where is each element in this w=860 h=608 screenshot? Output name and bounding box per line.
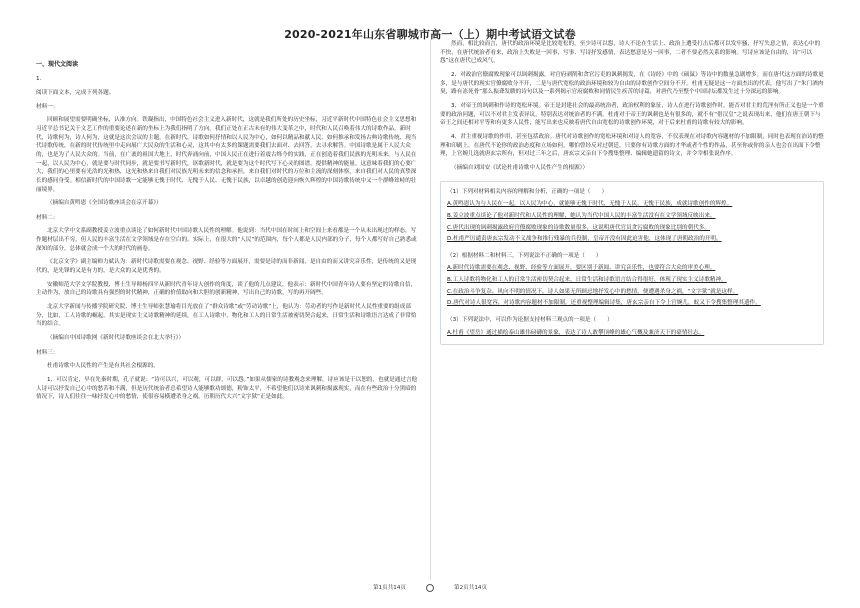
page-title: 2020-2021年山东省聊城市高一（上）期中考试语文试卷 [284,28,576,41]
binding-circle-icon [426,584,434,592]
page-number-right: 第2页共14页 [454,585,488,591]
questions-box [440,181,824,346]
material2-paragraph: 北京大学中文系副教授姜立波重点谈论了如何新时代中国诗歌人民性的理解。他说到：当代中国在时间上和空间上来看都是一个从未出现过的样态，写作题材层出不穷，但人民的丰富生活在文学领域是存在空白的。实际上，在很大的“人民”的范围内，每个人都是人民内部的分子，每个人都写好自己熟悉或深知的部分，总体就会成一个大的时代的画卷。 [36,228,417,252]
material3-paragraph: 然而，相比较而言，唐代的政治环境是比较宽松的，至少诗可以怨，诗人不论在生活上、政治上遭受打击后都可以发牢骚，抒写失意之情，表达心中的不快，在唐代统治者看来，政治上失败是一回事，写事、写诗抒发感情，表达愁意是另一回事，二者不要必然关系的影响。写诗应该是自由的，诗“可以怨”这在唐代已成风气。 [440,41,821,65]
question-stem: （1）下列对材料相关内容的理解和分析，正确的一项是（ ） [447,188,608,195]
material1-label: 材料一： [36,103,59,110]
column-divider [430,40,431,580]
page-number-left: 第1页共14页 [372,585,406,591]
material2-paragraph: 《北京文学》副主编师力斌认为：新时代诗歌需要在观念、视野、经验等方面展开，需要是诗的而非新闻，是自由的而又讲究音乐性，是传统的又是现代的，是先锋的又是有力的，是大众的又是优秀的。 [36,259,417,275]
page-footer [0,583,860,592]
option-A[interactable]: A.杜甫《望岳》通过描绘泰山雄伟磅礴的景象，表达了诗人敢攀顶峰的雄心气概及兼济天下的豪情壮志。 [447,329,705,336]
material2-label: 材料二： [36,214,59,221]
material3-paragraph: 2、对政治官僚腐败现象可以讽刺揭露，对官府剥削和贪官污吏的讽刺揭发，在《诗经》中的《硕鼠》等诗中的数量急剧增多。而在唐代这方面的诗歌更多，是与唐代的现实官僚腐败分不开，二是与唐代宽松的政治环境和较为自由的诗歌创作空间分不开。杜甫无疑是这一方面杰出的代表，他写出了“朱门酒肉臭，路有冻死骨”那么振聋发聩的诗句以及一系列揭示官府腐败和同情民生疾苦的诗篇，对唐代乃至整个中国诗坛都发生过十分深远的影响。 [440,71,824,96]
material3-paragraph: 3、对帝王的讽刺和作诗的宽松环境。帝王是封建社会的最高统治者，政治权利的象征，诗人在进行诗歌创作时，能否对君主的荒淫有所正义也是一个重要的政治问题，可以不对君主发表异议，特别表达对统治者的不满。杜甫对于帝王的讽刺也是有很多的，就不有“借汉皇”之说表现出来，他们在唐王朝下与帝王之间还相对平等和有更多人民性，能写出来也反映着唐代自由宽松的诗歌创作环境，对于后来杜甫的诗歌有较大的影响。 [440,102,824,127]
material3-title: 杜甫诗歌中人民性的产生是有其社会根源的。 [47,363,159,370]
right-column [440,40,824,345]
question-number: 1. [36,76,42,83]
material3-paragraph: 4、君主重视诗歌的作用，甚至包括政治。唐代对诗歌创作的宽松环境和对诗人的宽容，不仅表现在对诗歌内容题材的不加限制，同时也表现在治诗的整理和印刷上，在唐代不论你的政治态度和立场如何，哪怕曾经反对过朝廷，只要你有诗歌方面的才华或者个性的作品，甚至你或你的亲人也会在出面下令整理，上官婉儿选就唐玄宗所有，但对过三年之后，唐玄宗又亲自下令搜集整理、编辑她遗留的诗文，并令宰相张说作序。 [440,133,824,158]
option-C[interactable]: C.唐代出现的讽刺揭露政府官僚腐败现象的诗歌数量很多，这说明唐代官员贪污腐败的现象比别的朝代多。 [447,224,710,231]
material1-source: （摘编自黄鸣恩《全国诗歌座谈会在京开幕》） [47,200,162,207]
question-stem: （3）下列说法中，可以作为论据支持材料三观点的一项是（ ） [447,317,613,324]
material3-label: 材料三： [36,349,59,356]
option-D[interactable]: D.唐代对诗人很宽容，对诗歌内容题材不加限制，还重视整理编辑诗集，唐玄宗亲自下令上官婉儿，蚁又下令搜集整理其遗作。 [447,300,761,307]
section-heading: 一、现代文阅读 [36,61,79,68]
material1-text: 回顾和展望需要明确坐标，认准方向。铁凝指出，中国特色社会主义进入新时代，这就是我们所处的历史坐标，习近平新时代中国特色社会主义思想和习近平总书记关于文艺工作的重要论述在新的坐标上为我们指明了方向。我们正处在正古未有的伟大变革之中，时代和人民召唤着伟大的诗歌作品。新时代，诗歌何为，诗人何为，这就是这次会议的主题。在新时代，诗歌如何抒情和以人民为中心，如何以精品和献人民，如何推承和发扬古典诗歌传统、现当代诗歌传统，在新的时代传统里中走向展广大民众的生活和心灵，这其中有太多的课题需要我们去面对、去回答，去寻求解答。中国诗歌是属于人民大众的，也是为了人民大众的。当前，在广袤的祖国大地上，时代奔涌向前，中国人民正在进行着震古烁今的实践，正在创造着我们民族的光明未来。与人民在一起，以人民为中心，就是要与时代同步，就是要书写新时代，讴歌新时代，就是要为这个时代写下心灵的图谱，提供精神的能量。这意味着我们的心要广大，我们的心里要有光浩的光和热，这光和热来自我们对民族光明未来的信念和承担，来自我们对时代的万位和主流的深刻体察，来自我们对人民的真挚深长的感同身受。相信新时代的中国诗歌一定能够无愧于时代、无愧于人民、无愧于民族，以卓越的创造迎向恢久辉煌的中国诗歌传统中又一个群峰耸峙的壮丽境界。 [36,117,417,193]
option-B[interactable]: B.姜立波重点谈论了他对新时代和人民性的理解，她认为当代中国人民的丰富生活没有在文学领域反映出来。 [447,212,716,219]
material2-paragraph: 安徽师范大学文学院教授、博士生导师杨四平从新时代青年诗人创作的角度，谈了他的几点建议，他表示：新时代中国青年诗人要有坚定的诗歌自信，主动作为，放自己的诗歌具有强烈的时代精神，正确的价值取向和大胆的创新精神，写出自己的诗歌，写的再开阔些。 [36,281,417,297]
option-D[interactable]: D.杜甫严厉谴责唐玄宗发动不义战争和推行残暴的兵役制，皇帝开没有因此迫害他，这体现了唐朝政治的开明。 [447,236,722,243]
left-column [36,38,420,407]
instructions: 阅读下面文本，完成下列各题。 [36,89,115,96]
material2-source: （摘编自中国诗歌网《新时代诗歌座谈会在北大举行》） [47,335,185,342]
material3-source: （摘编自刘国安《试论杜甫诗歌中人民性产生的根源》） [451,164,589,171]
question-stem: （2）根据材料二和材料三，下列说法不正确的一项是（ ） [447,252,602,259]
option-B[interactable]: B.工人诗歌将物化和工人的日常生活密切契合起来，日常生活和诗歌语言结合得很好，体现了现实主义诗歌精神。 [447,277,727,284]
option-A[interactable]: A.黄鸣恩认为与人民在一起，以人民为中心，就能够无愧于时代、无愧于人民、无愧于民族，成就诗歌创作的辉煌。 [447,201,733,208]
material2-paragraph: 北京大学新闻与传播学院研究院、博士生导师张慧瑜将目光放在了“群众诗歌”或“劳动诗歌”上，他认为：劳动者的写作是新时代人民性重要的组成部分，比如，工人诗歌的崛起，其实是现实主义诗歌精神的延续，在工人诗歌中，物化和工人的日常生活被密切契合起来，日常生活和诗歌语言达成了非常恰当的结合。 [36,304,417,328]
material3-paragraph: 1、可以肯定，早在先秦时期，孔子就说：“诗可以兴，可以观，可以群，可以怨。”如果从儒家的诗教观念来理解，诗应该是干以恕的，也就是通过言他人诗可以抒发自己心中的愁苦和不满，但是历代统治者总希望诗人能够歌功颂德，粉饰太平，不希望他们以诗来讽刺和揭露现实，而在有些政治十分黑暗的情况下，诗人们往往一味抒发心中的愁情，使很容易横遭杀身之祸。历朝历代大兴“文字狱”正是如此。 [36,377,418,401]
option-C[interactable]: C.在政治斗争复杂、风向不明的情况下，诗人如果无所顾忌地抒发心中的愁情，便遭遇杀身之祸，“文字狱”就是这样。 [447,288,739,295]
option-A[interactable]: A.新时代诗歌需要在观念、视野、经验等方面展开，要区别于新闻、讲究音乐性，也要符合大众的审美心理。 [447,265,716,272]
